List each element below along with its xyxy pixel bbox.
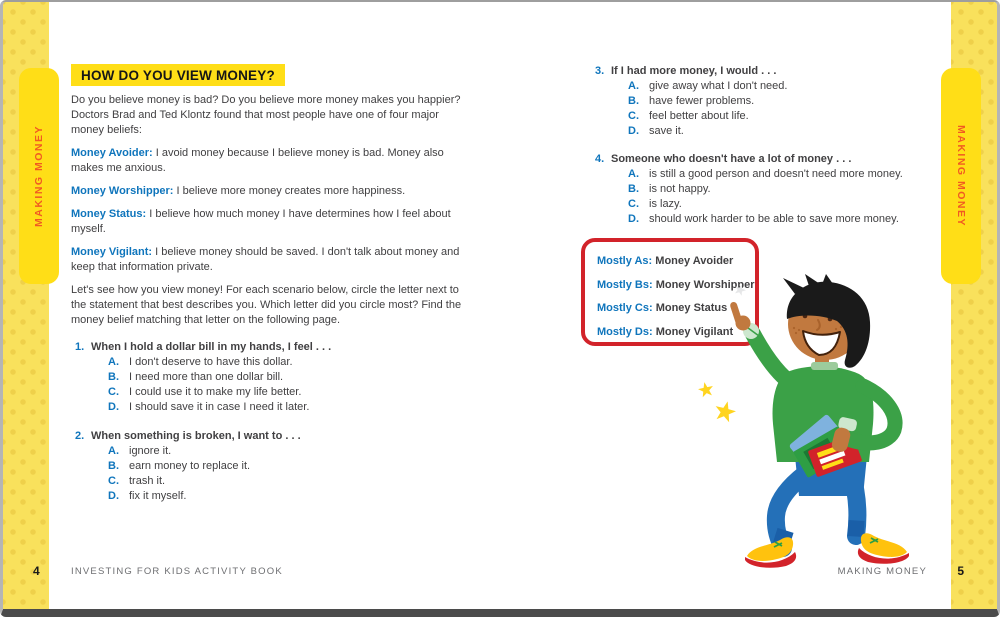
right-spine-tab-label: MAKING MONEY <box>955 125 967 227</box>
question-text: If I had more money, I would . . . <box>611 65 777 77</box>
instructions-paragraph: Let's see how you view money! For each scenario below, circle the letter next to the statement that best describes you. Which letter did you circle most? Find the money belief matching that letter on the following page. <box>71 284 462 326</box>
result-text: Money Worshipper <box>655 278 755 291</box>
option-text: save it. <box>649 125 684 137</box>
option-row[interactable] <box>628 212 947 227</box>
result-text: Money Avoider <box>655 255 734 267</box>
option-row[interactable] <box>628 197 947 212</box>
belief-label: Money Status: <box>71 208 147 220</box>
question-number: 2. <box>75 430 85 442</box>
option-row[interactable] <box>108 400 469 415</box>
left-page <box>71 64 469 504</box>
option-text: trash it. <box>129 475 166 487</box>
question-text: When something is broken, I want to . . . <box>91 430 301 442</box>
star-icon <box>713 399 738 423</box>
right-spine-tab <box>941 68 981 284</box>
option-row[interactable] <box>108 444 469 459</box>
question-prompt <box>71 340 469 355</box>
option-row[interactable] <box>628 109 947 124</box>
question-number: 3. <box>595 65 605 77</box>
option-letter[interactable]: C. <box>108 386 119 398</box>
option-letter[interactable]: A. <box>108 445 119 457</box>
result-label: Mostly As: <box>597 255 653 267</box>
option-row[interactable] <box>108 370 469 385</box>
option-text: is lazy. <box>649 198 682 210</box>
option-letter[interactable]: C. <box>108 475 119 487</box>
section-header: HOW DO YOU VIEW MONEY? <box>71 64 285 86</box>
option-text: should work harder to be able to save more money. <box>649 213 899 225</box>
result-label: Mostly Ds: <box>597 325 653 338</box>
option-letter[interactable]: D. <box>628 125 639 137</box>
question-number: 4. <box>595 153 605 165</box>
left-footer-text: INVESTING FOR KIDS ACTIVITY BOOK <box>71 566 283 577</box>
right-page-number: 5 <box>957 564 964 578</box>
result-text: Money Status <box>655 302 728 314</box>
question-4 <box>595 152 947 227</box>
option-row[interactable] <box>108 385 469 400</box>
belief-text: I avoid money because I believe money is bad. Money also makes me anxious. <box>71 147 444 174</box>
belief-text: I believe how much money I have determines how I feel about myself. <box>71 208 451 235</box>
option-row[interactable] <box>628 182 947 197</box>
option-text: I don't deserve to have this dollar. <box>129 356 293 368</box>
question-prompt <box>595 152 947 167</box>
option-row[interactable] <box>108 474 469 489</box>
option-letter[interactable]: A. <box>108 356 119 368</box>
collar <box>811 362 838 370</box>
result-label: Mostly Cs: <box>597 302 653 314</box>
option-text: have fewer problems. <box>649 95 755 107</box>
option-row[interactable] <box>628 124 947 139</box>
left-spine-tab-label: MAKING MONEY <box>33 125 45 227</box>
question-text: When I hold a dollar bill in my hands, I feel . . . <box>91 341 332 353</box>
option-text: feel better about life. <box>649 110 749 122</box>
sneaker <box>858 533 909 564</box>
left-page-number: 4 <box>33 564 40 578</box>
option-text: is still a good person and doesn't need more money. <box>649 168 903 180</box>
intro-paragraph: Do you believe money is bad? Do you believe more money makes you happier? Doctors Brad and Ted Klontz found that most people have one of four major money beliefs: <box>71 94 461 136</box>
option-letter[interactable]: B. <box>108 371 119 383</box>
option-row[interactable] <box>108 355 469 370</box>
option-text: I could use it to make my life better. <box>129 386 302 398</box>
question-3 <box>595 64 947 139</box>
option-row[interactable] <box>628 94 947 109</box>
belief-text: I believe more money creates more happiness. <box>176 185 406 197</box>
question-prompt <box>71 429 469 444</box>
star-icon <box>697 381 715 398</box>
option-text: I should save it in case I need it later. <box>129 401 310 413</box>
question-2 <box>71 429 469 504</box>
option-text: fix it myself. <box>129 490 187 502</box>
option-text: earn money to replace it. <box>129 460 251 472</box>
option-letter[interactable]: B. <box>628 183 639 195</box>
belief-label: Money Avoider: <box>71 147 153 159</box>
left-spine-tab <box>19 68 59 284</box>
belief-item <box>71 207 469 237</box>
option-text: is not happy. <box>649 183 711 195</box>
option-letter[interactable]: B. <box>628 95 639 107</box>
option-letter[interactable]: A. <box>628 80 639 92</box>
option-row[interactable] <box>628 79 947 94</box>
option-row[interactable] <box>628 167 947 182</box>
option-letter[interactable]: B. <box>108 460 119 472</box>
pointing-finger <box>729 301 744 328</box>
option-letter[interactable]: C. <box>628 198 639 210</box>
right-page <box>595 64 947 227</box>
right-footer-text: MAKING MONEY <box>837 566 927 577</box>
belief-label: Money Worshipper: <box>71 185 174 197</box>
option-row[interactable] <box>108 489 469 504</box>
option-text: I need more than one dollar bill. <box>129 371 284 383</box>
option-letter[interactable]: D. <box>108 401 119 413</box>
option-letter[interactable]: A. <box>628 168 639 180</box>
question-prompt <box>595 64 947 79</box>
belief-text: I believe money should be saved. I don't talk about money and keep that information private. <box>71 246 460 273</box>
result-row <box>597 250 755 274</box>
option-letter[interactable]: D. <box>108 490 119 502</box>
question-1 <box>71 340 469 415</box>
belief-item <box>71 184 469 199</box>
belief-item <box>71 146 469 176</box>
option-row[interactable] <box>108 459 469 474</box>
character-illustration <box>683 274 943 579</box>
option-text: ignore it. <box>129 445 172 457</box>
question-number: 1. <box>75 341 85 353</box>
result-text: Money Vigilant <box>655 325 734 338</box>
option-letter[interactable]: C. <box>628 110 639 122</box>
sneaker <box>745 537 796 568</box>
option-letter[interactable]: D. <box>628 213 639 225</box>
belief-label: Money Vigilant: <box>71 246 153 258</box>
option-text: give away what I don't need. <box>649 80 788 92</box>
star-icon <box>733 282 747 296</box>
belief-item <box>71 245 469 275</box>
result-label: Mostly Bs: <box>597 278 653 291</box>
question-text: Someone who doesn't have a lot of money . . . <box>611 153 852 165</box>
